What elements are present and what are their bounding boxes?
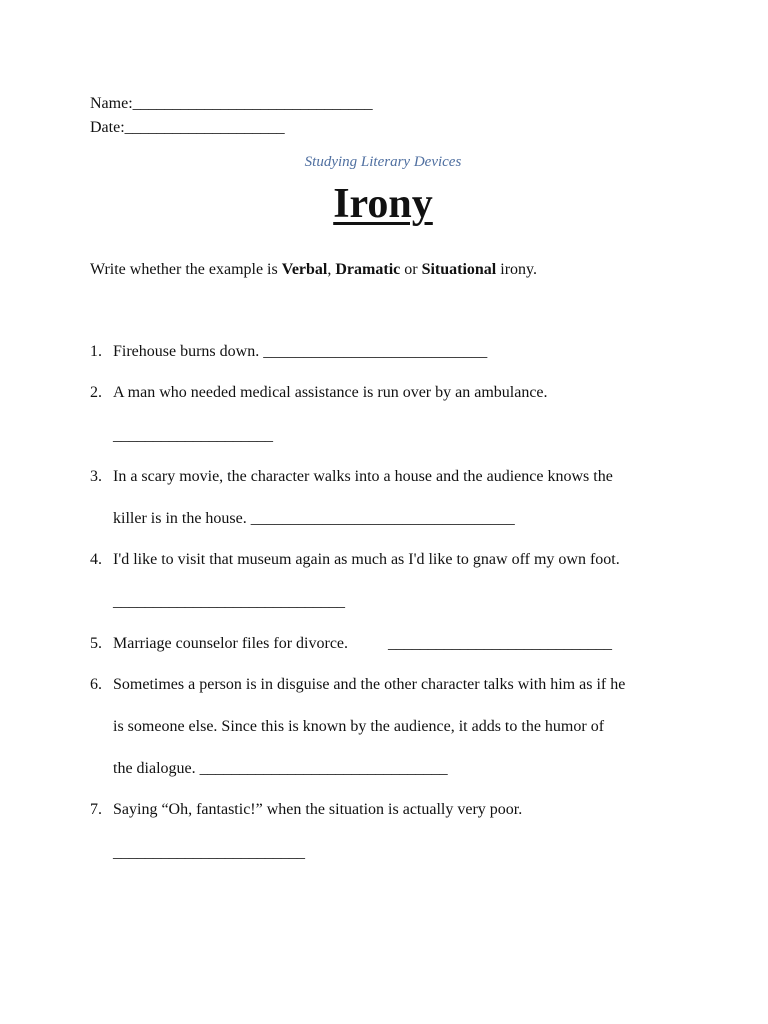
question-2-answer-line: ____________________ [113,427,273,444]
instructions [90,259,537,281]
question-6-text-cont: is someone else. Since this is known by the audience, it adds to the humor of [113,718,605,735]
question-7-answer-line: ________________________ [113,844,305,861]
instructions-or: or [400,261,422,278]
instructions-suffix: irony. [496,261,537,278]
question-7-text: Saying “Oh, fantastic!” when the situation is actually very poor. [113,801,523,818]
instructions-situational: Situational [421,261,497,278]
question-2-number: 2. [90,384,102,401]
question-6-number: 6. [90,676,102,693]
question-3-text: In a scary movie, the character walks into a house and the audience knows the [113,468,613,485]
question-4-number: 4. [90,551,102,568]
worksheet-title: Irony [333,181,433,227]
question-2-text: A man who needed medical assistance is run over by an ambulance. [113,384,548,401]
question-1-text: Firehouse burns down. ____________________________ [113,343,488,360]
worksheet-subtitle: Studying Literary Devices [304,154,462,170]
instructions-dramatic: Dramatic [335,261,401,278]
question-1-number: 1. [90,343,102,360]
question-3-number: 3. [90,468,102,485]
question-6-text-end: the dialogue. _______________________________ [113,760,448,777]
instructions-verbal: Verbal [281,261,328,278]
instructions-comma: , [327,261,336,278]
question-4-answer-line: _____________________________ [113,593,345,610]
instructions-prefix: Write whether the example is [90,261,282,278]
date-field-line: Date:____________________ [90,119,285,136]
question-3-text-cont: killer is in the house. _________________________________ [113,510,515,527]
question-5-text: Marriage counselor files for divorce. ____________________________ [113,635,613,652]
question-6-text: Sometimes a person is in disguise and the other character talks with him as if he [113,676,626,693]
question-5-number: 5. [90,635,102,652]
question-4-text: I'd like to visit that museum again as much as I'd like to gnaw off my own foot. [113,551,620,568]
name-field-line: Name:______________________________ [90,95,373,112]
question-7-number: 7. [90,801,102,818]
